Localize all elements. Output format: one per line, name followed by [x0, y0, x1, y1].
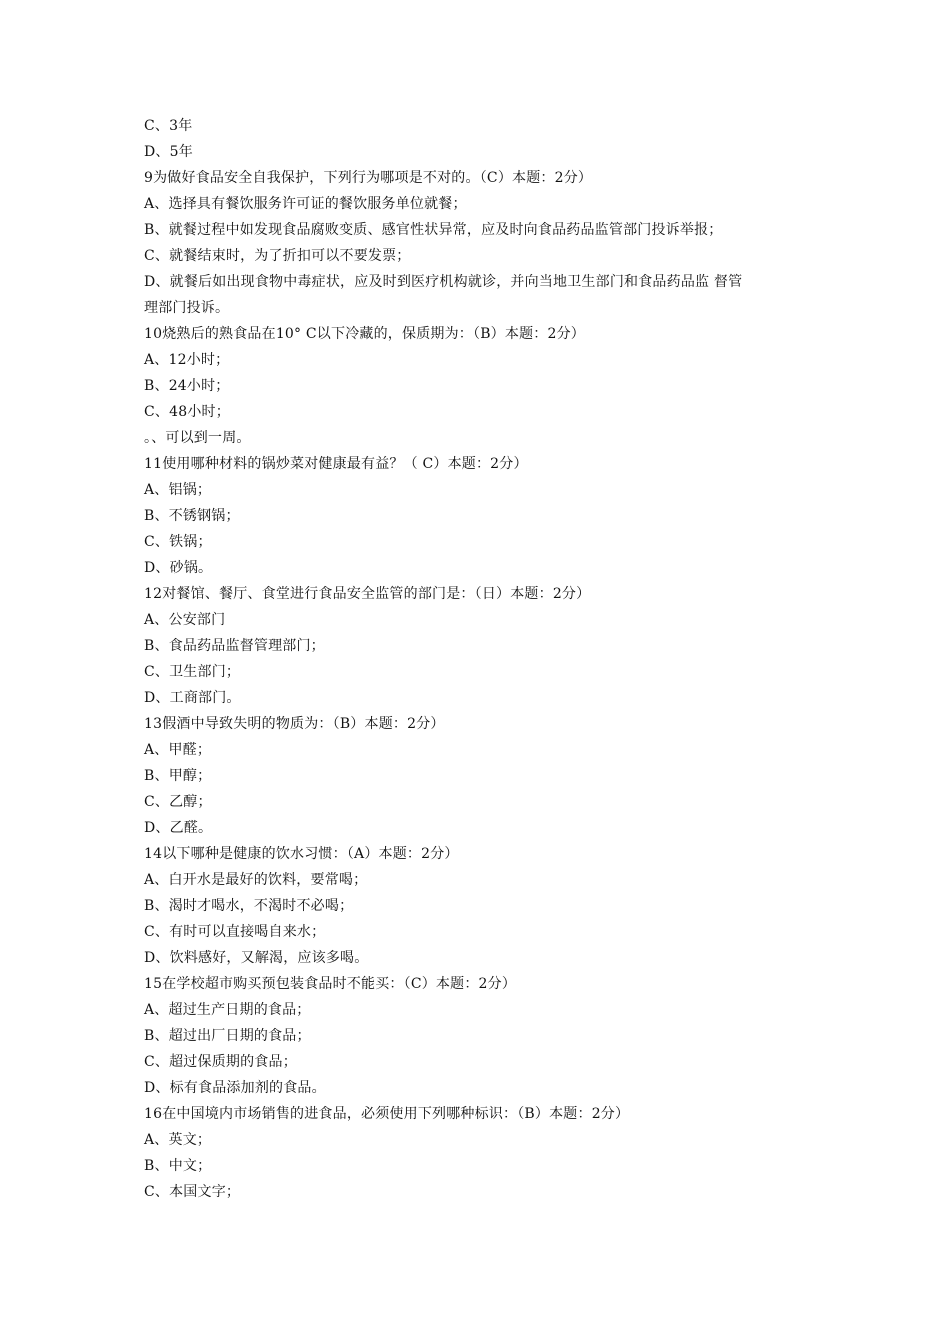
option-line: B、不锈钢锅；: [144, 508, 240, 524]
option-line: A、选择具有餐饮服务许可证的餐饮服务单位就餐；: [144, 196, 467, 212]
option-line: A、12小时；: [144, 352, 230, 368]
option-line: D、饮料感好，又解渴，应该多喝。: [144, 950, 369, 966]
option-line-continuation: 理部门投诉。: [144, 300, 230, 316]
option-line: D、乙醛。: [144, 820, 213, 836]
option-line: C、3年: [144, 118, 193, 134]
option-line: A、甲醛；: [144, 742, 212, 758]
option-line: D、标有食品添加剂的食品。: [144, 1080, 326, 1096]
option-line: D、就餐后如出现食物中毒症状，应及时到医疗机构就诊，并向当地卫生部门和食品药品监 督管: [144, 274, 743, 290]
option-line: C、乙醇；: [144, 794, 212, 810]
question-line: 12对餐馆、餐厅、食堂进行食品安全监管的部门是：（日）本题：2分）: [144, 586, 591, 602]
option-line: C、超过保质期的食品；: [144, 1054, 297, 1070]
document-body: [144, 113, 824, 1205]
option-line: A、公安部门: [144, 612, 226, 628]
option-line: B、24小时；: [144, 378, 230, 394]
option-line: C、卫生部门；: [144, 664, 241, 680]
question-line: 9为做好食品安全自我保护，下列行为哪项是不对的。（C）本题：2分）: [144, 170, 593, 186]
option-line: D、工商部门。: [144, 690, 241, 706]
option-line: B、渴时才喝水，不渴时不必喝；: [144, 898, 354, 914]
option-line: A、英文；: [144, 1132, 212, 1148]
option-line: A、超过生产日期的食品；: [144, 1002, 311, 1018]
question-line: 16在中国境内市场销售的进食品，必须使用下列哪种标识：（B）本题：2分）: [144, 1106, 630, 1122]
option-line: A、白开水是最好的饮料，要常喝；: [144, 872, 368, 888]
option-line: C、就餐结束时，为了折扣可以不要发票；: [144, 248, 411, 264]
option-line: C、48小时；: [144, 404, 230, 420]
option-line: A、铝锅；: [144, 482, 212, 498]
option-line: C、铁锅；: [144, 534, 212, 550]
option-line: C、有时可以直接喝自来水；: [144, 924, 326, 940]
option-line: D、砂锅。: [144, 560, 213, 576]
question-line: 13假酒中导致失明的物质为：（B）本题：2分）: [144, 716, 445, 732]
question-line: 14以下哪种是健康的饮水习惯：（A）本题：2分）: [144, 846, 459, 862]
option-line: B、食品药品监督管理部门；: [144, 638, 325, 654]
option-line: B、超过出厂日期的食品；: [144, 1028, 311, 1044]
option-line: B、中文；: [144, 1158, 212, 1174]
question-line: 10烧熟后的熟食品在10° C以下冷藏的，保质期为：（B）本题：2分）: [144, 326, 585, 342]
option-line: 。、可以到一周。: [144, 430, 251, 446]
option-line: C、本国文字；: [144, 1184, 241, 1200]
option-line: D、5年: [144, 144, 193, 160]
option-line: B、甲醇；: [144, 768, 212, 784]
question-line: 15在学校超市购买预包装食品时不能买：（C）本题：2分）: [144, 976, 517, 992]
question-line: 11使用哪种材料的锅炒菜对健康最有益？（ C）本题：2分）: [144, 456, 528, 472]
option-line: B、就餐过程中如发现食品腐败变质、感官性状异常，应及时向食品药品监管部门投诉举报；: [144, 222, 723, 238]
